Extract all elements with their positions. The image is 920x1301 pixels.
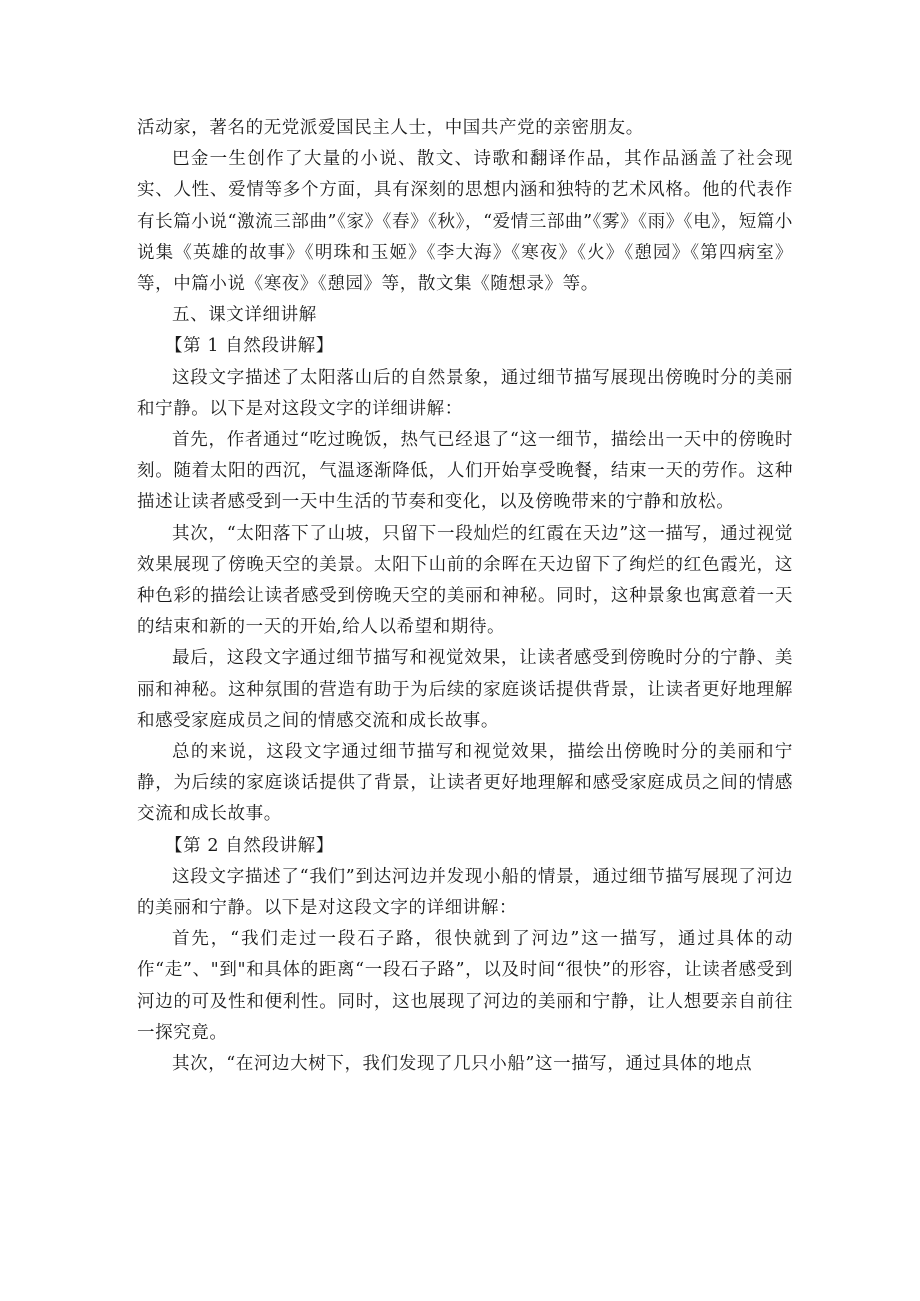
document-page <box>137 113 793 1080</box>
paragraph-2-first: 首先，“我们走过一段石子路，很快就到了河边”这一描写，通过具体的动作“走”、"到"和具体的距离“一段石子路”，以及时间“很快”的形容，让读者感受到河边的可及性和便利性。同时，这也展现了河边的美丽和宁静，让人想要亲自前往一探究竟。 <box>137 929 793 1043</box>
section-heading-text-explanation: 五、课文详细讲解 <box>172 305 317 326</box>
paragraph-continuation: 活动家，著名的无党派爱国民主人士，中国共产党的亲密朋友。 <box>137 118 644 138</box>
paragraph-1-summary: 总的来说，这段文字通过细节描写和视觉效果，描绘出傍晚时分的美丽和宁静，为后续的家庭谈话提供了背景，让读者更好地理解和感受家庭成员之间的情感交流和成长故事。 <box>137 742 793 825</box>
paragraph-1-second: 其次，“太阳落下了山坡，只留下一段灿烂的红霞在天边”这一描写，通过视觉效果展现了傍晚天空的美景。太阳下山前的余晖在天边留下了绚烂的红色霞光，这种色彩的描绘让读者感受到傍晚天空的美丽和神秘。同时，这种景象也寓意着一天的结束和新的一天的开始,给人以希望和期待。 <box>137 523 793 638</box>
paragraph-2-second: 其次，“在河边大树下，我们发现了几只小船”这一描写，通过具体的地点 <box>172 1054 753 1075</box>
paragraph-2-intro: 这段文字描述了“我们”到达河边并发现小船的情景，通过细节描写展现了河边的美丽和宁静。以下是对这段文字的详细讲解： <box>137 866 793 919</box>
paragraph-author-works: 巴金一生创作了大量的小说、散文、诗歌和翻译作品，其作品涵盖了社会现实、人性、爱情等多个方面，具有深刻的思想内涵和独特的艺术风格。他的代表作有长篇小说“激流三部曲”《家》《春》《秋》，“爱情三部曲”《雾》《雨》《电》，短篇小说集《英雄的故事》《明珠和玉姬》《李大海》《寒夜》《火》《憩园》《第四病室》等，中篇小说《寒夜》《憩园》等，散文集《随想录》等。 <box>137 149 793 295</box>
subheading-paragraph-1: 【第 1 自然段讲解】 <box>165 336 334 357</box>
paragraph-1-last: 最后，这段文字通过细节描写和视觉效果，让读者感受到傍晚时分的宁静、美丽和神秘。这种氛围的营造有助于为后续的家庭谈话提供背景，让读者更好地理解和感受家庭成员之间的情感交流和成长故事。 <box>137 648 793 731</box>
paragraph-1-first: 首先，作者通过“吃过晚饭，热气已经退了“这一细节，描绘出一天中的傍晚时刻。随着太阳的西沉，气温逐渐降低，人们开始享受晚餐，结束一天的劳作。这种描述让读者感受到一天中生活的节奏和变化，以及傍晚带来的宁静和放松。 <box>137 430 793 513</box>
subheading-paragraph-2: 【第 2 自然段讲解】 <box>165 835 334 856</box>
paragraph-1-intro: 这段文字描述了太阳落山后的自然景象，通过细节描写展现出傍晚时分的美丽和宁静。以下是对这段文字的详细讲解： <box>137 367 793 419</box>
